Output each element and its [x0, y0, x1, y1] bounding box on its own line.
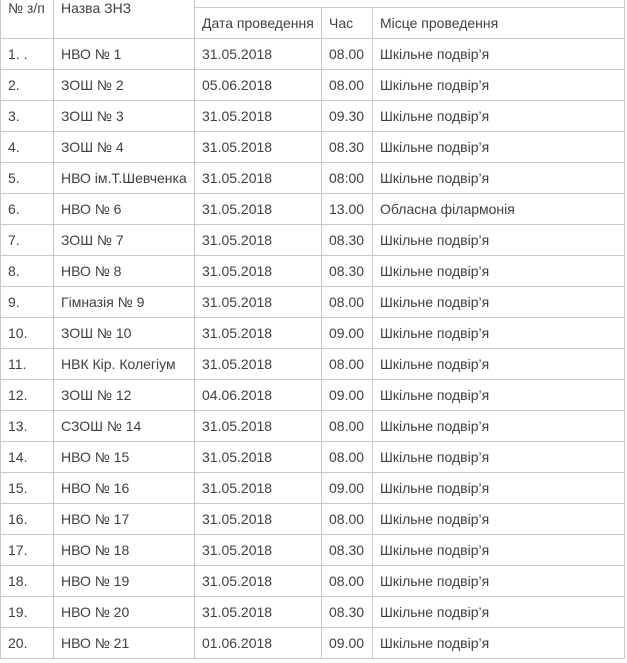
- cell-place: Шкільне подвір’я: [373, 70, 625, 101]
- cell-time: 08.00: [322, 39, 373, 70]
- cell-time: 08.00: [322, 287, 373, 318]
- table-row: [1, 225, 625, 256]
- cell-date: 31.05.2018: [195, 287, 322, 318]
- cell-place: Шкільне подвір’я: [373, 132, 625, 163]
- cell-date: 31.05.2018: [195, 597, 322, 628]
- cell-num: 2.: [1, 70, 54, 101]
- cell-school: НВО № 16: [54, 473, 195, 504]
- cell-school: ЗОШ № 10: [54, 318, 195, 349]
- cell-num: 17.: [1, 535, 54, 566]
- cell-date: 31.05.2018: [195, 473, 322, 504]
- cell-time: 09.30: [322, 101, 373, 132]
- cell-date: 31.05.2018: [195, 535, 322, 566]
- table-row: [1, 70, 625, 101]
- cell-place: Шкільне подвір’я: [373, 349, 625, 380]
- cell-num: 8.: [1, 256, 54, 287]
- header-school: Назва ЗНЗ: [54, 0, 195, 39]
- cell-time: 08.00: [322, 566, 373, 597]
- header-date: Дата проведення: [195, 8, 322, 39]
- cell-school: НВО № 1: [54, 39, 195, 70]
- cell-num: 3.: [1, 101, 54, 132]
- cell-date: 31.05.2018: [195, 504, 322, 535]
- cell-place: Шкільне подвір’я: [373, 628, 625, 659]
- cell-num: 1. .: [1, 39, 54, 70]
- header-row-top: [1, 0, 625, 8]
- cell-num: 11.: [1, 349, 54, 380]
- cell-school: ЗОШ № 7: [54, 225, 195, 256]
- cell-time: 13.00: [322, 194, 373, 225]
- table-row: [1, 380, 625, 411]
- cell-date: 31.05.2018: [195, 442, 322, 473]
- cell-place: Шкільне подвір’я: [373, 566, 625, 597]
- table-row: [1, 132, 625, 163]
- table-row: [1, 473, 625, 504]
- cell-date: 05.06.2018: [195, 70, 322, 101]
- cell-date: 31.05.2018: [195, 132, 322, 163]
- table-row: [1, 287, 625, 318]
- cell-school: ЗОШ № 4: [54, 132, 195, 163]
- table-row: [1, 349, 625, 380]
- cell-school: НВО № 15: [54, 442, 195, 473]
- table-row: [1, 628, 625, 659]
- cell-num: 18.: [1, 566, 54, 597]
- cell-place: Шкільне подвір’я: [373, 535, 625, 566]
- table-row: [1, 442, 625, 473]
- header-place: Місце проведення: [373, 8, 625, 39]
- cell-date: 01.06.2018: [195, 628, 322, 659]
- cell-time: 08.00: [322, 442, 373, 473]
- header-num: № з/п: [1, 0, 54, 39]
- cell-time: 09.00: [322, 380, 373, 411]
- cell-school: НВО ім.Т.Шевченка: [54, 163, 195, 194]
- cell-place: Шкільне подвір’я: [373, 225, 625, 256]
- cell-school: Гімназія № 9: [54, 287, 195, 318]
- cell-time: 08.00: [322, 504, 373, 535]
- cell-place: Шкільне подвір’я: [373, 39, 625, 70]
- cell-num: 16.: [1, 504, 54, 535]
- cell-school: НВО № 6: [54, 194, 195, 225]
- header-time: Час: [322, 8, 373, 39]
- cell-num: 9.: [1, 287, 54, 318]
- cell-school: ЗОШ № 3: [54, 101, 195, 132]
- cell-school: НВО № 19: [54, 566, 195, 597]
- cell-num: 19.: [1, 597, 54, 628]
- cell-num: 4.: [1, 132, 54, 163]
- table-row: [1, 163, 625, 194]
- cell-school: НВК Кір. Колегіум: [54, 349, 195, 380]
- cell-school: НВО № 21: [54, 628, 195, 659]
- table-row: [1, 256, 625, 287]
- cell-date: 31.05.2018: [195, 411, 322, 442]
- cell-time: 08.00: [322, 70, 373, 101]
- cell-place: Шкільне подвір’я: [373, 442, 625, 473]
- cell-num: 7.: [1, 225, 54, 256]
- cell-place: Шкільне подвір’я: [373, 101, 625, 132]
- cell-date: 31.05.2018: [195, 163, 322, 194]
- table-row: [1, 194, 625, 225]
- cell-date: 31.05.2018: [195, 194, 322, 225]
- cell-date: 31.05.2018: [195, 256, 322, 287]
- cell-date: 31.05.2018: [195, 225, 322, 256]
- cell-num: 20.: [1, 628, 54, 659]
- cell-place: Шкільне подвір’я: [373, 318, 625, 349]
- table-row: [1, 597, 625, 628]
- cell-school: ЗОШ № 12: [54, 380, 195, 411]
- cell-place: Шкільне подвір’я: [373, 411, 625, 442]
- cell-school: ЗОШ № 2: [54, 70, 195, 101]
- cell-num: 12.: [1, 380, 54, 411]
- cell-school: СЗОШ № 14: [54, 411, 195, 442]
- cell-date: 31.05.2018: [195, 318, 322, 349]
- table-row: [1, 504, 625, 535]
- cell-time: 08.00: [322, 349, 373, 380]
- cell-date: 31.05.2018: [195, 349, 322, 380]
- table-row: [1, 535, 625, 566]
- cell-time: 08:00: [322, 163, 373, 194]
- cell-date: 31.05.2018: [195, 39, 322, 70]
- cell-time: 08.00: [322, 411, 373, 442]
- cell-time: 08.30: [322, 597, 373, 628]
- cell-school: НВО № 8: [54, 256, 195, 287]
- cell-place: Шкільне подвір’я: [373, 473, 625, 504]
- cell-time: 09.00: [322, 318, 373, 349]
- cell-num: 6.: [1, 194, 54, 225]
- table-row: [1, 411, 625, 442]
- cell-num: 10.: [1, 318, 54, 349]
- cell-place: Шкільне подвір’я: [373, 380, 625, 411]
- cell-place: Шкільне подвір’я: [373, 287, 625, 318]
- cell-place: Шкільне подвір’я: [373, 256, 625, 287]
- cell-time: 08.30: [322, 225, 373, 256]
- cell-place: Шкільне подвір’я: [373, 597, 625, 628]
- table-row: [1, 566, 625, 597]
- cell-num: 13.: [1, 411, 54, 442]
- cell-place: Обласна філармонія: [373, 194, 625, 225]
- cell-date: 31.05.2018: [195, 101, 322, 132]
- table-row: [1, 101, 625, 132]
- cell-school: НВО № 18: [54, 535, 195, 566]
- cell-time: 08.30: [322, 256, 373, 287]
- cell-time: 08.30: [322, 535, 373, 566]
- table-row: [1, 39, 625, 70]
- cell-date: 31.05.2018: [195, 566, 322, 597]
- table-row: [1, 318, 625, 349]
- cell-time: 08.30: [322, 132, 373, 163]
- cell-place: Шкільне подвір’я: [373, 504, 625, 535]
- cell-num: 14.: [1, 442, 54, 473]
- cell-date: 04.06.2018: [195, 380, 322, 411]
- header-group-empty: [195, 0, 625, 8]
- cell-num: 5.: [1, 163, 54, 194]
- cell-school: НВО № 17: [54, 504, 195, 535]
- cell-num: 15.: [1, 473, 54, 504]
- cell-time: 09.00: [322, 473, 373, 504]
- cell-school: НВО № 20: [54, 597, 195, 628]
- cell-place: Шкільне подвір’я: [373, 163, 625, 194]
- cell-time: 09.00: [322, 628, 373, 659]
